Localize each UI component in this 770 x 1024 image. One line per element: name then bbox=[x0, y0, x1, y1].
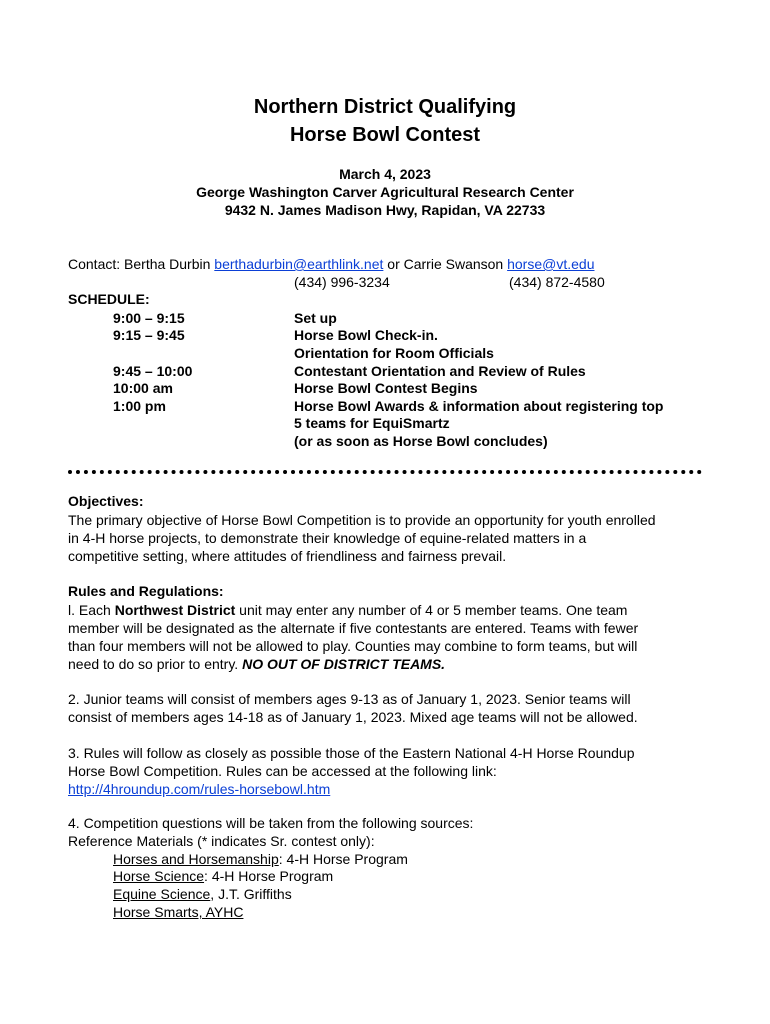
event-address: 9432 N. James Madison Hwy, Rapidan, VA 22733 bbox=[224, 202, 546, 218]
rule-1-district: Northwest District bbox=[114, 602, 236, 618]
event-date: March 4, 2023 bbox=[339, 166, 431, 182]
contact-email-link-1[interactable]: berthadurbin@earthlink.net bbox=[214, 256, 384, 272]
objectives-text-line: in 4-H horse projects, to demonstrate their knowledge of equine-related matters in a bbox=[68, 530, 587, 546]
reference-title: Equine Science bbox=[113, 886, 211, 902]
rule-2-line: consist of members ages 14-18 as of January 1, 2023. Mixed age teams will not be allowed. bbox=[68, 709, 638, 725]
objectives-text-line: competitive setting, where attitudes of friendliness and fairness prevail. bbox=[68, 548, 507, 564]
document-title-line1: Northern District Qualifying bbox=[253, 96, 517, 118]
rule-1-emphasis: NO OUT OF DISTRICT TEAMS. bbox=[242, 656, 446, 672]
schedule-desc: Contestant Orientation and Review of Rules bbox=[294, 363, 586, 379]
rule-3-link-line bbox=[68, 780, 330, 798]
schedule-time: 10:00 am bbox=[113, 380, 173, 396]
rule-1-post: unit may enter any number of 4 or 5 member teams. One team bbox=[235, 602, 628, 618]
rule-4-line: 4. Competition questions will be taken from the following sources: bbox=[68, 815, 474, 831]
schedule-desc: Orientation for Room Officials bbox=[294, 345, 494, 361]
schedule-desc: Set up bbox=[294, 310, 337, 326]
reference-item bbox=[113, 850, 408, 868]
reference-title: Horses and Horsemanship bbox=[113, 851, 279, 867]
rule-1-l4-pre: need to do so prior to entry. bbox=[68, 656, 243, 672]
reference-title: Horse Smarts, AYHC bbox=[113, 904, 244, 920]
rule-1-line bbox=[68, 655, 445, 673]
rules-heading: Rules and Regulations: bbox=[68, 583, 224, 599]
objectives-text-line: The primary objective of Horse Bowl Competition is to provide an opportunity for youth enrolled bbox=[68, 512, 656, 528]
rule-1-line: than four members will not be allowed to play. Counties may combine to form teams, but will bbox=[68, 638, 638, 654]
schedule-time: 9:15 – 9:45 bbox=[113, 327, 185, 343]
document-title-line2: Horse Bowl Contest bbox=[289, 124, 481, 146]
rules-link[interactable]: http://4hroundup.com/rules-horsebowl.htm bbox=[68, 781, 331, 797]
schedule-desc: Horse Bowl Contest Begins bbox=[294, 380, 478, 396]
reference-rest: : 4-H Horse Program bbox=[278, 851, 408, 867]
schedule-time: 9:45 – 10:00 bbox=[113, 363, 193, 379]
schedule-heading: SCHEDULE: bbox=[68, 291, 150, 307]
dotted-divider bbox=[68, 470, 702, 474]
reference-title: Horse Science bbox=[113, 868, 205, 884]
schedule-time: 1:00 pm bbox=[113, 398, 166, 414]
schedule-desc: Horse Bowl Awards & information about registering top bbox=[294, 398, 664, 414]
rule-1-pre: l. Each bbox=[68, 602, 115, 618]
schedule-desc: Horse Bowl Check-in. bbox=[294, 327, 438, 343]
schedule-desc: 5 teams for EquiSmartz bbox=[294, 415, 450, 431]
rule-2-line: 2. Junior teams will consist of members ages 9-13 as of January 1, 2023. Senior teams will bbox=[68, 691, 631, 707]
contact-line bbox=[68, 255, 594, 273]
schedule-desc: (or as soon as Horse Bowl concludes) bbox=[294, 433, 548, 449]
reference-rest: : 4-H Horse Program bbox=[204, 868, 334, 884]
reference-rest: , J.T. Griffiths bbox=[210, 886, 292, 902]
reference-item bbox=[113, 885, 292, 903]
contact-email-link-2[interactable]: horse@vt.edu bbox=[507, 256, 595, 272]
contact-middle: or Carrie Swanson bbox=[383, 256, 508, 272]
contact-phone-2: (434) 872-4580 bbox=[509, 274, 605, 290]
reference-item bbox=[113, 867, 333, 885]
objectives-heading: Objectives: bbox=[68, 493, 144, 509]
rule-1-line: member will be designated as the alternate if five contestants are entered. Teams with fewer bbox=[68, 620, 639, 636]
contact-prefix: Contact: Bertha Durbin bbox=[68, 256, 215, 272]
contact-phone-1: (434) 996-3234 bbox=[294, 274, 390, 290]
rule-3-line: Horse Bowl Competition. Rules can be accessed at the following link: bbox=[68, 763, 497, 779]
rule-4-line: Reference Materials (* indicates Sr. contest only): bbox=[68, 833, 375, 849]
schedule-time: 9:00 – 9:15 bbox=[113, 310, 185, 326]
event-venue: George Washington Carver Agricultural Research Center bbox=[196, 184, 574, 200]
rule-1-line bbox=[68, 601, 627, 619]
reference-item bbox=[113, 903, 243, 921]
rule-3-line: 3. Rules will follow as closely as possible those of the Eastern National 4-H Horse Roundup bbox=[68, 745, 635, 761]
